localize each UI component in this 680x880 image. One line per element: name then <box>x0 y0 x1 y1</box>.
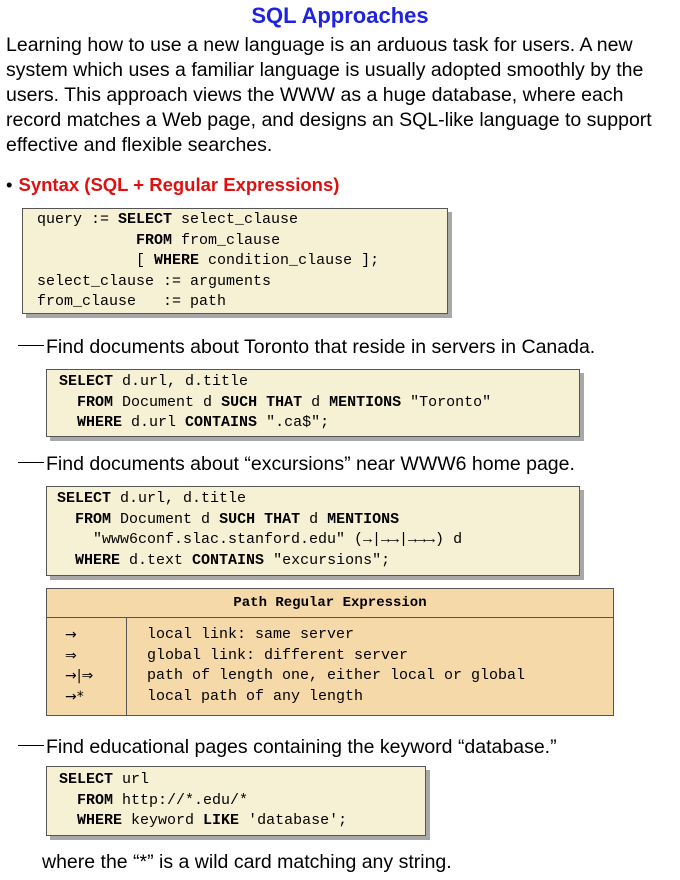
code-text: "www6conf.slac.stanford.edu" (→|→→|→→→) d <box>57 531 463 548</box>
path-description: path of length one, either local or global <box>147 667 526 684</box>
code-text: "Toronto" <box>401 393 492 411</box>
code-keyword: SELECT <box>59 771 114 788</box>
code-line <box>37 231 447 252</box>
example-3-caption <box>18 736 557 759</box>
code-keyword: MENTIONS <box>327 510 400 528</box>
code-line <box>57 489 579 510</box>
path-expression-table <box>46 588 614 716</box>
code-keyword: SELECT <box>118 211 173 228</box>
path-symbol: →* <box>65 688 84 705</box>
code-text: url <box>113 771 150 788</box>
code-line <box>57 510 579 531</box>
page-title: SQL Approaches <box>251 3 429 28</box>
code-text: Document d <box>113 393 222 411</box>
code-text: 'database'; <box>239 812 348 829</box>
path-symbol: →|⇒ <box>65 668 94 684</box>
path-table-header: Path Regular Expression <box>47 589 613 618</box>
example-3-text: Find educational pages containing the keyword “database.” <box>46 736 557 758</box>
code-text: keyword <box>122 812 204 829</box>
code-text <box>57 552 75 569</box>
code-text <box>59 414 77 431</box>
code-line <box>59 770 425 791</box>
syntax-code-block <box>22 208 448 314</box>
example-1-code-block <box>46 369 580 437</box>
code-text: query := <box>37 211 119 228</box>
code-line <box>59 372 579 393</box>
code-keyword: WHERE <box>75 551 121 569</box>
example-1-caption <box>18 336 595 359</box>
code-line <box>37 292 447 313</box>
code-text: "excursions"; <box>264 551 391 569</box>
code-line <box>37 251 447 272</box>
syntax-label: Syntax (SQL + Regular Expressions) <box>18 174 340 195</box>
code-text: d.url, d.title <box>113 373 249 390</box>
code-text: [ <box>37 252 155 269</box>
code-line <box>59 413 579 434</box>
code-keyword: FROM <box>75 510 112 528</box>
code-text: from_clause := path <box>37 293 227 310</box>
code-text: Document d <box>111 510 220 528</box>
code-keyword: WHERE <box>77 414 123 431</box>
code-text: condition_clause ]; <box>199 252 380 269</box>
code-text: select_clause <box>172 211 299 228</box>
code-line <box>59 811 425 832</box>
code-keyword: FROM <box>77 393 114 411</box>
code-keyword: CONTAINS <box>185 414 258 431</box>
code-text: from_clause <box>172 231 281 249</box>
example-1-text: Find documents about Toronto that reside in servers in Canada. <box>46 336 596 358</box>
example-2-text: Find documents about “excursions” near WWW6 home page. <box>46 453 575 475</box>
footnote: where the “*” is a wild card matching any string. <box>42 851 452 873</box>
code-keyword: SELECT <box>59 373 114 390</box>
dash-icon <box>18 745 44 746</box>
code-keyword: SUCH THAT <box>221 393 303 411</box>
path-description: local path of any length <box>147 687 364 705</box>
dash-icon <box>18 345 44 346</box>
code-line <box>57 530 579 551</box>
example-2-code-block <box>46 486 580 576</box>
intro-paragraph: Learning how to use a new language is an arduous task for users. A new system which uses a familiar language is usually adopted smoothly by the users. This approach views the WWW as a huge database, where each record matches a Web page, and designs an SQL-like language to support effective and flexible searches. <box>6 34 652 156</box>
code-keyword: CONTAINS <box>192 551 265 569</box>
code-text: http://*.edu/* <box>113 791 249 809</box>
path-description: global link: different server <box>147 646 409 664</box>
code-text: d <box>302 393 330 411</box>
code-keyword: WHERE <box>154 252 200 269</box>
code-line <box>57 551 579 572</box>
code-line <box>59 393 579 414</box>
code-keyword: LIKE <box>203 812 240 829</box>
example-3-code-block <box>46 766 426 836</box>
syntax-heading <box>6 174 339 196</box>
code-line <box>37 210 447 231</box>
path-symbol: → <box>65 627 77 643</box>
path-symbol: ⇒ <box>65 647 77 664</box>
dash-icon <box>18 462 44 463</box>
code-text: d.text <box>120 551 193 569</box>
code-text <box>59 394 77 411</box>
code-text: d.url, d.title <box>111 490 247 507</box>
code-keyword: SUCH THAT <box>219 510 301 528</box>
code-keyword: MENTIONS <box>329 393 402 411</box>
code-text <box>59 812 77 829</box>
example-2-caption <box>18 453 575 476</box>
code-line <box>37 272 447 293</box>
code-text <box>37 232 136 249</box>
bullet-icon: • <box>6 174 13 195</box>
code-text: d.url <box>122 414 186 431</box>
code-text: select_clause := arguments <box>37 272 272 290</box>
code-keyword: WHERE <box>77 812 123 829</box>
code-text: ".ca$"; <box>257 414 330 431</box>
code-keyword: SELECT <box>57 490 112 507</box>
code-text: d <box>300 510 328 528</box>
code-text <box>59 792 77 809</box>
code-keyword: FROM <box>77 791 114 809</box>
code-keyword: FROM <box>136 231 173 249</box>
code-line <box>59 791 425 812</box>
path-description: local link: same server <box>147 626 355 643</box>
code-text <box>57 511 75 528</box>
